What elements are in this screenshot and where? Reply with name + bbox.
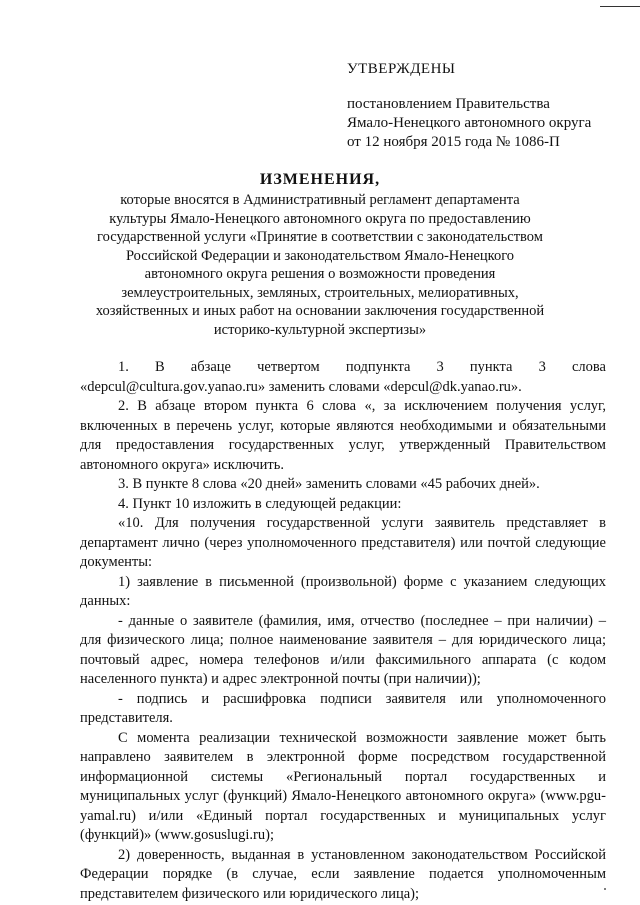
paragraph: - данные о заявителе (фамилия, имя, отчество (последнее – при наличии) – для физического лица; полное наименование заявителя – для юридического лица; почтовый адрес, номера телефонов и/или факсимильного аппарата (с кодом населенного пункта) и адрес электронной почты (при наличии));: [80, 612, 606, 687]
paragraph: - подпись и расшифровка подписи заявителя или уполномоченного представителя.: [80, 690, 606, 726]
paragraph: 3. В пункте 8 слова «20 дней» заменить словами «45 рабочих дней».: [118, 476, 540, 492]
approval-line-2: Ямало-Ненецкого автономного округа: [347, 115, 592, 131]
paragraph: «10. Для получения государственной услуги заявитель представляет в департамент лично (через уполномоченного представителя) или почтой следующие документы:: [80, 515, 606, 570]
approval-heading: УТВЕРЖДЕНЫ: [347, 61, 456, 77]
document-title: ИЗМЕНЕНИЯ,: [259, 171, 381, 188]
approval-line-3: от 12 ноября 2015 года № 1086-П: [347, 134, 560, 150]
paragraph: 1. В абзаце четвертом подпункта 3 пункта 3 слова «depcul@cultura.gov.yanao.ru» заменить словами «depcul@dk.yanao.ru».: [80, 359, 606, 395]
scan-speck: [604, 888, 606, 890]
scan-corner-mark: [600, 6, 640, 7]
paragraph: С момента реализации технической возможности заявление может быть направлено заявителем в электронной форме посредством государственной информационной системы «Региональный портал государственных и муниципальных услуг (функций) Ямало-Ненецкого автономного округа» (www.pgu-yamal.ru) и/или «Единый портал государственных и муниципальных услуг (функций)» (www.gosuslugi.ru);: [80, 729, 606, 843]
paragraph: 2) доверенность, выданная в установленном законодательством Российской Федерации порядке (в случае, если заявление подается уполномоченным представителем физического или юридического лица);: [80, 846, 606, 902]
document-body: [80, 358, 606, 904]
document-subtitle: которые вносятся в Административный регламент департамента культуры Ямало-Ненецкого автономного округа по предоставлению государственной услуги «Принятие в соответствии с законодательством Российской Федерации и законодательством Ямало-Ненецкого автономного округа решения о возможности проведения землеустроительных, земляных, строительных, мелиоративных, хозяйственных и иных работ на основании заключения государственной историко-культурной экспертизы»: [95, 192, 545, 338]
approval-line-1: постановлением Правительства: [347, 96, 550, 112]
paragraph: 4. Пункт 10 изложить в следующей редакции:: [118, 495, 402, 512]
title-block: [90, 171, 550, 339]
paragraph: 1) заявление в письменной (произвольной) форме с указанием следующих данных:: [80, 573, 606, 609]
approval-stamp: [347, 60, 627, 152]
paragraph: 2. В абзаце втором пункта 6 слова «, за исключением получения услуг, включенных в перечень услуг, которые являются необходимыми и обязательными для предоставления государственных услуг, утвержденный Правительством автономного округа» исключить.: [80, 398, 606, 473]
